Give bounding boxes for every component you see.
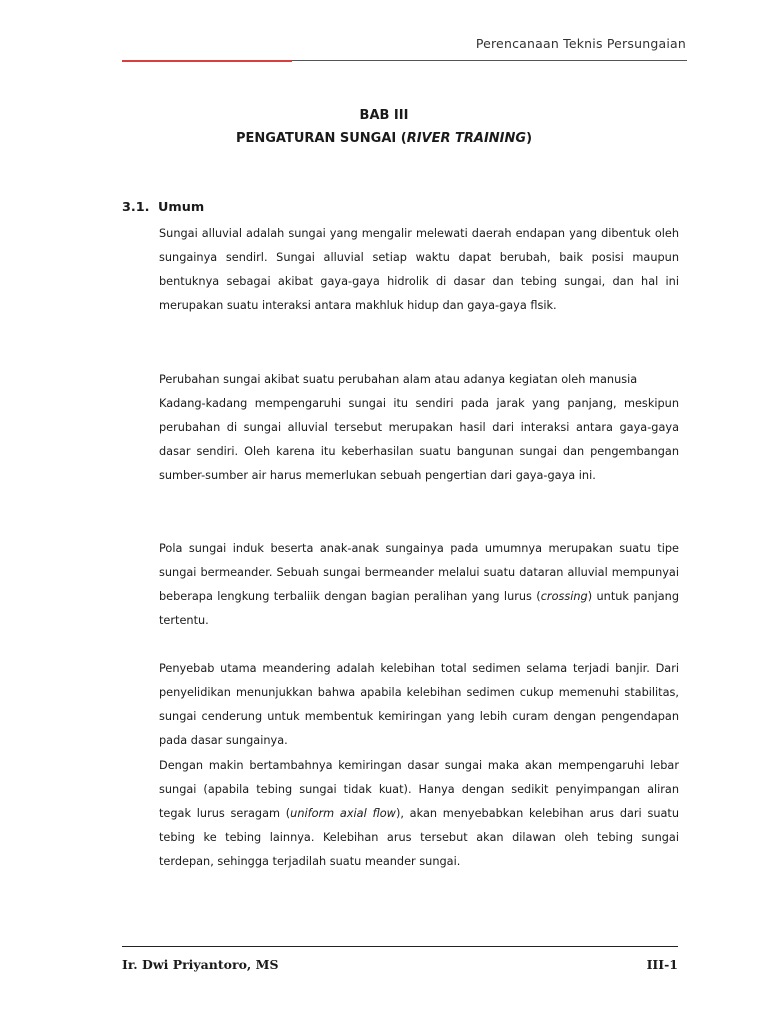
header-rule (292, 60, 687, 61)
footer-rule (122, 946, 678, 947)
chapter-title (0, 131, 768, 146)
paragraph-3 (159, 537, 679, 633)
paragraph-5-text-a: Dengan makin bertambahnya kemiringan dasar sungai maka akan mempengaruhi lebar sungai (apabila tebing sungai tidak kuat). Hanya dengan sedikit penyimpangan aliran tegak lurus seragam ( (159, 759, 679, 820)
paragraph-1: Sungai alluvial adalah sungai yang mengalir melewati daerah endapan yang dibentuk oleh sungainya sendirl. Sungai alluvial setiap waktu dapat berubah, baik posisi maupun bentuknya sebagai akibat gaya-gaya hidrolik di dasar dan tebing sungai, dan hal ini merupakan suatu interaksi antara makhluk hidup dan gaya-gaya flsik. (159, 227, 679, 312)
paragraph-5-text-b: ), akan menyebabkan kelebihan arus dari suatu tebing ke tebing lainnya. Kelebihan arus tersebut akan dilawan oleh tebing sungai terdepan, sehingga terjadilah suatu meander sungai. (159, 807, 680, 868)
paragraph-2 (159, 368, 679, 488)
paragraph-2-first-line: Perubahan sungai akibat suatu perubahan alam atau adanya kegiatan oleh manusia (159, 373, 638, 386)
section-number: 3.1. (122, 200, 150, 215)
section-title: Umum (158, 200, 205, 215)
paragraph-3-text-a: Pola sungai induk beserta anak-anak sungainya pada umumnya merupakan suatu tipe sungai bermeander. Sebuah sungai bermeander melalui suatu dataran alluvial mempunyai beberapa lengkung terbaliik dengan bagian peralihan yang lurus ( (159, 542, 679, 603)
chapter-title-suffix: ) (526, 131, 533, 146)
paragraph-3-text-b: ) untuk panjang tertentu. (159, 590, 680, 627)
section-heading (122, 200, 204, 215)
paragraph-5-italic: uniform axial flow (290, 807, 396, 820)
paragraph-5 (159, 754, 679, 874)
page-number: III-1 (646, 957, 678, 972)
paragraph-4: Penyebab utama meandering adalah kelebihan total sedimen selama terjadi banjir. Dari penyelidikan menunjukkan bahwa apabila kelebihan sedimen cukup memenuhi stabilitas, sungai cenderung untuk membentuk kemiringan yang lebih curam dengan pengendapan pada dasar sungainya. (159, 662, 679, 747)
chapter-number: BAB III (359, 108, 409, 123)
paragraph-2-body: Kadang-kadang mempengaruhi sungai itu sendiri pada jarak yang panjang, meskipun perubahan di sungai alluvial tersebut merupakan hasil dari interaksi antara gaya-gaya dasar sendiri. Oleh karena itu keberhasilan suatu bangunan sungai dan pengembangan sumber-sumber air harus memerlukan sebuah pengertian dari gaya-gaya ini. (159, 397, 679, 482)
chapter-title-prefix: PENGATURAN SUNGAI ( (235, 131, 407, 146)
footer-author: Ir. Dwi Priyantoro, MS (122, 957, 279, 972)
chapter-title-italic: RIVER TRAINING (406, 131, 527, 146)
running-header: Perencanaan Teknis Persungaian (475, 36, 686, 51)
paragraph-3-italic: crossing (540, 590, 588, 603)
header-rule-accent (122, 60, 292, 62)
